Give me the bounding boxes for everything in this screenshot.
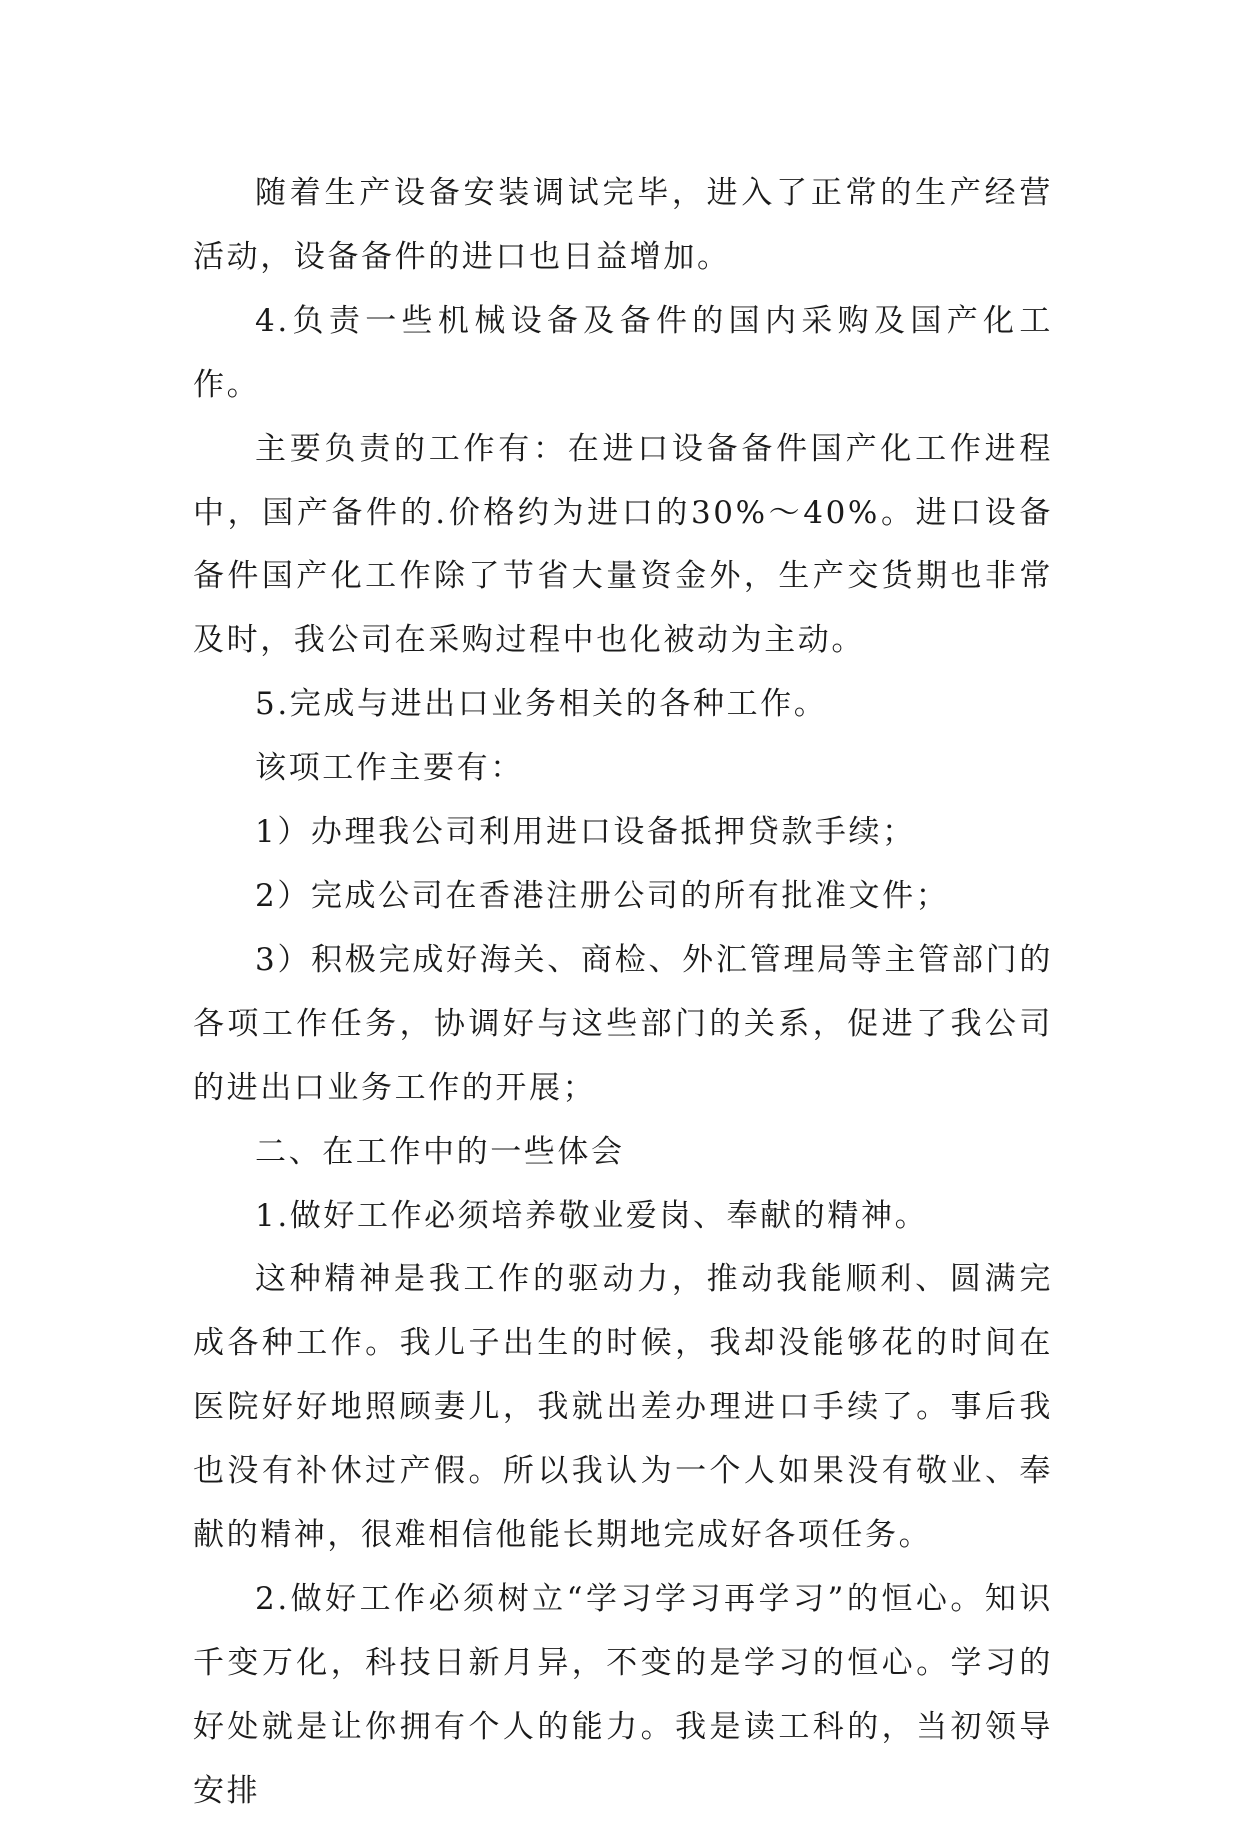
paragraph-2: 4.负责一些机械设备及备件的国内采购及国产化工作。 <box>193 302 1053 403</box>
paragraph-1: 随着生产设备安装调试完毕，进入了正常的生产经营活动，设备备件的进口也日益增加。 <box>193 175 1053 275</box>
paragraph-11: 这种精神是我工作的驱动力，推动我能顺利、圆满完成各种工作。我儿子出生的时候，我却没能够花的时间在医院好好地照顾妻儿，我就出差办理进口手续了。事后我也没有补休过产假。所以我认为一个人如果没有敬业、奉献的精神，很难相信他能长期地完成好各项任务。 <box>193 1261 1053 1554</box>
paragraph-7: 2）完成公司在香港注册公司的所有批准文件； <box>255 877 950 914</box>
section-heading: 二、在工作中的一些体会 <box>255 1133 625 1170</box>
paragraph-6: 1）办理我公司利用进口设备抵押贷款手续； <box>255 814 916 851</box>
paragraph-3: 主要负责的工作有：在进口设备备件国产化工作进程中，国产备件的.价格约为进口的30%～40%。进口设备备件国产化工作除了节省大量资金外，生产交货期也非常及时，我公司在采购过程中也化被动为主动。 <box>193 430 1053 659</box>
paragraph-8: 3）积极完成好海关、商检、外汇管理局等主管部门的各项工作任务，协调好与这些部门的关系，促进了我公司的进出口业务工作的开展； <box>193 941 1053 1106</box>
paragraph-12: 2.做好工作必须树立“学习学习再学习”的恒心。知识千变万化，科技日新月异，不变的是学习的恒心。学习的好处就是让你拥有个人的能力。我是读工科的，当初领导安排 <box>193 1580 1053 1809</box>
paragraph-4: 5.完成与进出口业务相关的各种工作。 <box>255 686 828 723</box>
paragraph-5: 该项工作主要有： <box>255 750 524 787</box>
paragraph-10: 1.做好工作必须培养敬业爱岗、奉献的精神。 <box>255 1197 929 1234</box>
document-body <box>193 162 1053 1824</box>
